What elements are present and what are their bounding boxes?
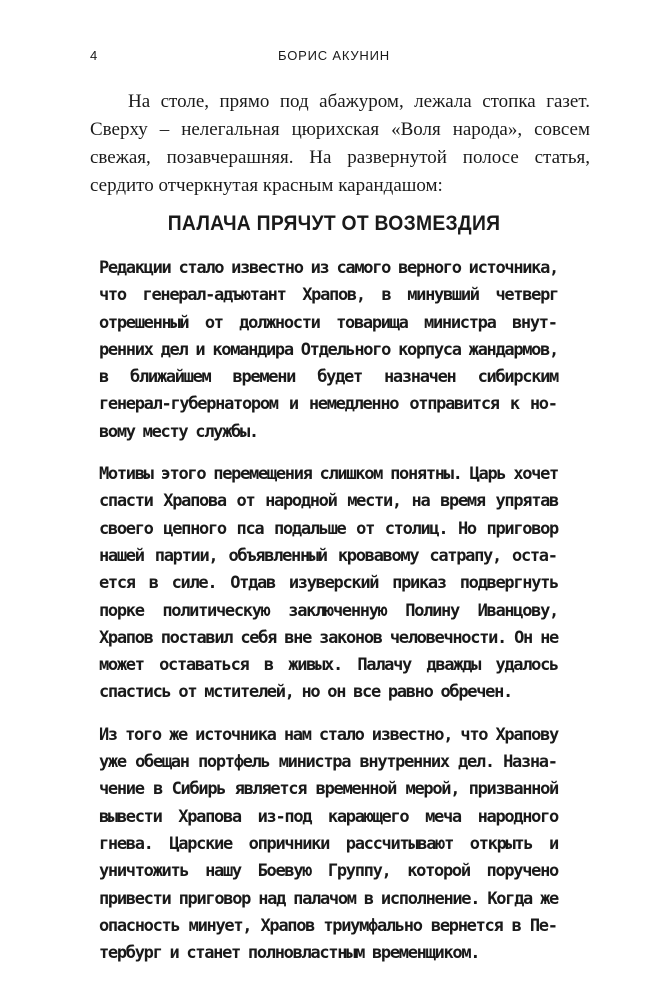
article-paragraph: Редакции стало известно из самого верного источника, что генерал-адъютант Храпов, в минувший четверг отрешенный от должности товарища министра внутренних дел и командира Отдельного корпуса жандармов, в ближайшем времени будет назначен сибирским генерал-губернатором и немедленно отправится к новому месту службы. xyxy=(99,258,558,442)
intro-paragraph: На столе, прямо под абажуром, лежала стопка газет. Сверху – нелегальная цюрихская «Воля народа», совсем свежая, позавчерашняя. На развернутой полосе статья, сердито отчеркнутая красным карандашом: xyxy=(90,91,590,196)
page-number: 4 xyxy=(90,48,99,63)
author-name: БОРИС АКУНИН xyxy=(278,48,390,63)
article-headline: ПАЛАЧА ПРЯЧУТ ОТ ВОЗМЕЗДИЯ xyxy=(167,212,501,235)
newspaper-article xyxy=(99,255,558,982)
article-paragraph: Мотивы этого перемещения слишком понятны. Царь хочет спасти Храпова от народной мести, на время упрятав своего цепного пса подальше от столиц. Но приговор нашей партии, объявленный кровавому сатрапу, остается в силе. Отдав изуверский приказ подвергнуть порке политическую заключенную Полину Иванцову, Храпов поставил себя вне законов человечности. Он не может оставаться в живых. Палачу дважды удалось спастись от мстителей, но он все равно обречен. xyxy=(99,464,558,703)
running-head xyxy=(0,48,668,68)
article-paragraph: Из того же источника нам стало известно, что Храпову уже обещан портфель министра внутренних дел. Назначение в Сибирь является временной мерой, призванной вывести Храпова из-под карающего меча народного гнева. Царские опричники рассчитывают открыть и уничтожить нашу Боевую Группу, которой поручено привести приговор над палачом в исполнение. Когда же опасность минует, Храпов триумфально вернется в Петербург и станет полновластным временщиком. xyxy=(99,724,558,964)
